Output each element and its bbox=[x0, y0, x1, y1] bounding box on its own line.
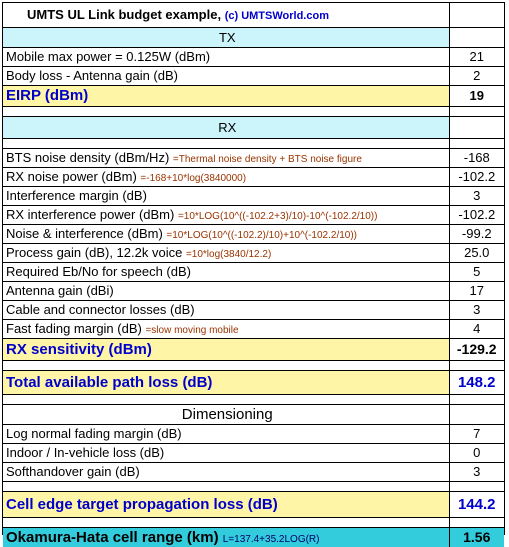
link-budget-table bbox=[3, 3, 504, 547]
spacer-row bbox=[3, 481, 504, 491]
row-label: Cable and connector losses (dB) bbox=[6, 302, 195, 317]
tx-header-row bbox=[3, 27, 504, 47]
row-value: 4 bbox=[449, 319, 504, 338]
row-formula: =10*LOG(10^((-102.2)/10)+10^(-102.2/10)) bbox=[166, 229, 358, 241]
row-label: Mobile max power = 0.125W (dBm) bbox=[3, 47, 449, 66]
spacer-row bbox=[3, 517, 504, 527]
path-loss-label: Total available path loss (dB) bbox=[3, 370, 449, 394]
table-row bbox=[3, 424, 504, 443]
row-label: Body loss - Antenna gain (dB) bbox=[3, 66, 449, 85]
cell-range-row bbox=[3, 527, 504, 547]
spacer-row bbox=[3, 360, 504, 370]
row-value: 21 bbox=[449, 47, 504, 66]
row-formula: =-168+10*log(3840000) bbox=[140, 172, 247, 184]
row-label: Fast fading margin (dB) bbox=[6, 320, 142, 336]
row-value: 5 bbox=[449, 262, 504, 281]
table-row bbox=[3, 148, 504, 167]
spacer-row bbox=[3, 106, 504, 116]
row-label: Indoor / In-vehicle loss (dB) bbox=[3, 443, 449, 462]
table-row bbox=[3, 443, 504, 462]
title-credit: (c) UMTSWorld.com bbox=[224, 9, 329, 22]
row-value: -168 bbox=[449, 148, 504, 167]
row-label: Interference margin (dB) bbox=[6, 188, 147, 203]
table-row bbox=[3, 300, 504, 319]
spacer-row bbox=[3, 138, 504, 148]
table-row bbox=[3, 243, 504, 262]
table-row bbox=[3, 167, 504, 186]
cell-edge-value: 144.2 bbox=[449, 491, 504, 517]
row-value: -102.2 bbox=[449, 167, 504, 186]
eirp-row bbox=[3, 85, 504, 106]
rx-sensitivity-label: RX sensitivity (dBm) bbox=[3, 338, 449, 360]
dimensioning-header-row bbox=[3, 404, 504, 424]
link-budget-sheet bbox=[2, 2, 505, 546]
row-label: Antenna gain (dBi) bbox=[6, 283, 114, 298]
row-formula: =slow moving mobile bbox=[145, 324, 239, 336]
row-label: BTS noise density (dBm/Hz) bbox=[6, 149, 170, 165]
sheet-title bbox=[3, 3, 449, 27]
row-label: Softhandover gain (dB) bbox=[3, 462, 449, 481]
row-value: -102.2 bbox=[449, 205, 504, 224]
spacer-row bbox=[3, 394, 504, 404]
table-row bbox=[3, 205, 504, 224]
row-value: 3 bbox=[449, 462, 504, 481]
row-label: RX noise power (dBm) bbox=[6, 168, 137, 184]
row-value: 7 bbox=[449, 424, 504, 443]
row-label: Process gain (dB), 12.2k voice bbox=[6, 244, 183, 260]
table-row bbox=[3, 224, 504, 243]
eirp-label: EIRP (dBm) bbox=[3, 85, 449, 106]
row-formula: =10*log(3840/12.2) bbox=[185, 248, 272, 260]
cell-range-label: Okamura-Hata cell range (km) bbox=[6, 528, 219, 546]
title-main: UMTS UL Link budget example, bbox=[27, 6, 222, 22]
title-row bbox=[3, 3, 504, 27]
table-row bbox=[3, 66, 504, 85]
table-row bbox=[3, 186, 504, 205]
tx-header: TX bbox=[3, 27, 449, 47]
path-loss-value: 148.2 bbox=[449, 370, 504, 394]
row-label: RX interference power (dBm) bbox=[6, 206, 175, 222]
row-label: Log normal fading margin (dB) bbox=[3, 424, 449, 443]
row-label: Noise & interference (dBm) bbox=[6, 225, 163, 241]
row-value: 25.0 bbox=[449, 243, 504, 262]
row-label: Required Eb/No for speech (dB) bbox=[6, 264, 191, 279]
table-row bbox=[3, 462, 504, 481]
cell-edge-row bbox=[3, 491, 504, 517]
table-row bbox=[3, 262, 504, 281]
row-value: 3 bbox=[449, 186, 504, 205]
cell-edge-label: Cell edge target propagation loss (dB) bbox=[3, 491, 449, 517]
rx-sensitivity-row bbox=[3, 338, 504, 360]
table-row bbox=[3, 319, 504, 338]
row-value: 17 bbox=[449, 281, 504, 300]
table-row bbox=[3, 281, 504, 300]
row-formula: =10*LOG(10^((-102.2+3)/10)-10^(-102.2/10)) bbox=[177, 210, 378, 222]
row-value: 0 bbox=[449, 443, 504, 462]
table-row bbox=[3, 47, 504, 66]
row-value: 2 bbox=[449, 66, 504, 85]
row-value: 3 bbox=[449, 300, 504, 319]
row-formula: =Thermal noise density + BTS noise figure bbox=[172, 153, 362, 165]
cell-range-value: 1.56 bbox=[449, 527, 504, 547]
rx-sensitivity-value: -129.2 bbox=[449, 338, 504, 360]
eirp-value: 19 bbox=[449, 85, 504, 106]
path-loss-row bbox=[3, 370, 504, 394]
cell-range-formula: L=137.4+35.2LOG(R) bbox=[222, 533, 320, 545]
rx-header: RX bbox=[3, 116, 449, 138]
rx-header-row bbox=[3, 116, 504, 138]
row-value: -99.2 bbox=[449, 224, 504, 243]
dimensioning-header: Dimensioning bbox=[3, 404, 449, 424]
